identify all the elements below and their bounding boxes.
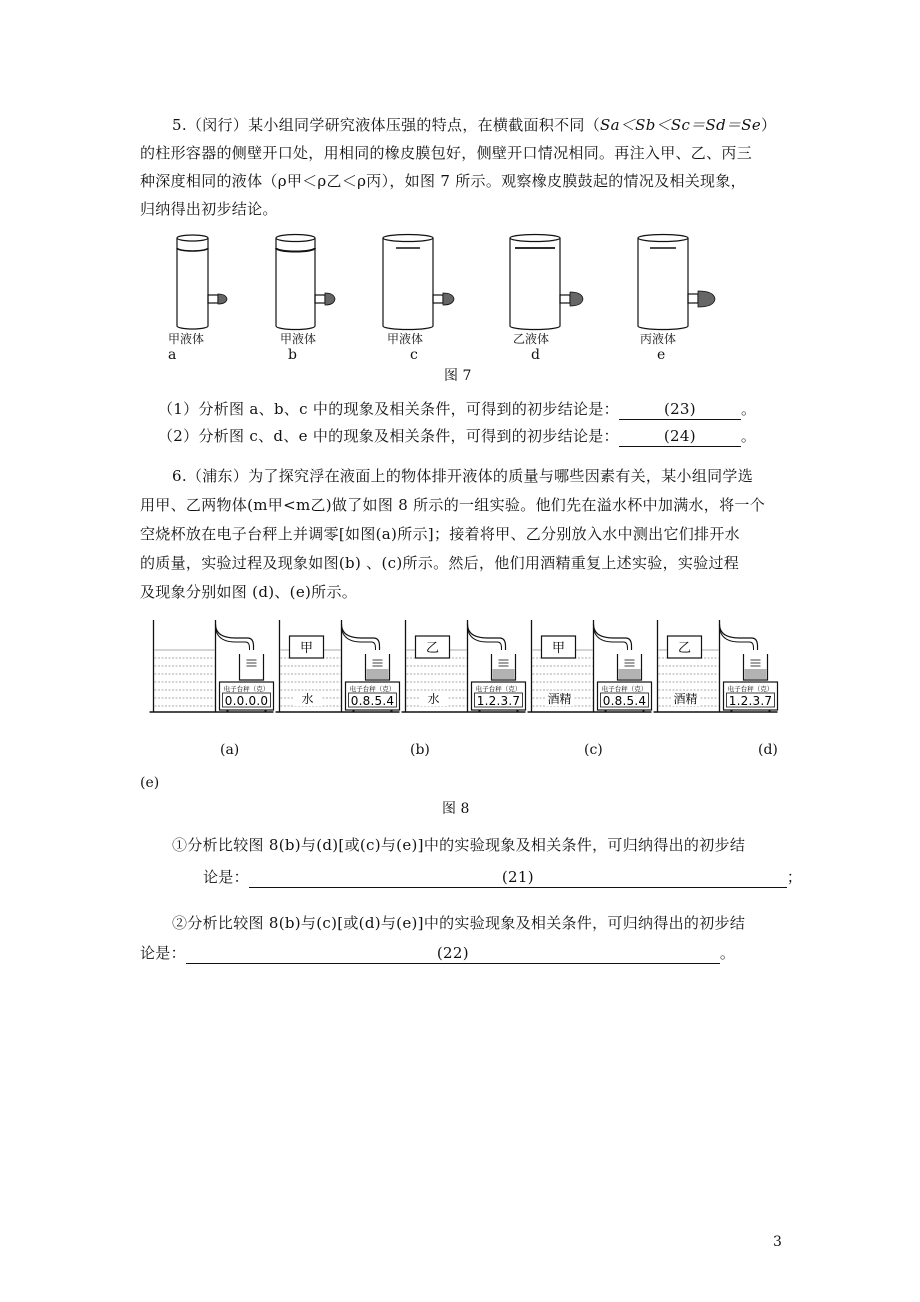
fig7-label-b: 甲液体 [280, 332, 317, 346]
spout-inner [594, 628, 628, 650]
q5-sub-1-text: （1）分析图 a、b、c 中的现象及相关条件，可得到的初步结论是： [158, 400, 619, 418]
q5-text-a: 某小组同学研究液体压强的特点，在横截面积不同（ [248, 116, 601, 134]
q5-line-3a: 种深度相同的液体（ [140, 172, 278, 190]
scale-label: 电子台秤（克） [601, 685, 648, 693]
q6-sub-2-end: 。 [719, 944, 736, 962]
q5-text-a-end: ） [761, 116, 777, 134]
spout-inner [216, 628, 250, 650]
object-label: 乙 [425, 641, 440, 656]
q5-sub-1-end: 。 [740, 400, 757, 418]
q6-sub-1-line-1: ①分析比较图 8(b)与(d)[或(c)与(e)]中的实验现象及相关条件，可归纳得出的初步结 [172, 836, 746, 854]
scale-reading: 0.8.5.4 [350, 694, 395, 708]
fig7-label-e: 丙液体 [640, 332, 677, 346]
liquid-label: 酒精 [673, 692, 698, 706]
spout-inner [468, 628, 502, 650]
page-number: 3 [773, 1234, 782, 1250]
liquid-label: 水 [301, 692, 314, 706]
q5-sub-2-end: 。 [740, 427, 757, 445]
q6-sub-1-prefix: 论是： [203, 868, 249, 886]
q5-number: 5. [172, 116, 187, 134]
q5-sub-2-text: （2）分析图 c、d、e 中的现象及相关条件，可得到的初步结论是： [158, 427, 619, 445]
object-label: 甲 [299, 641, 314, 656]
spout [594, 624, 632, 650]
beaker [240, 654, 264, 680]
liquid-label: 水 [427, 692, 440, 706]
scale-label: 电子台秤（克） [223, 685, 270, 693]
object-label: 乙 [677, 641, 692, 656]
object-label: 甲 [551, 641, 566, 656]
q5-area-relation: Sa＜Sb＜Sc＝Sd＝Se [600, 116, 762, 134]
q6-sub-2-prefix: 论是： [140, 944, 186, 962]
q6-line-1-text: 为了探究浮在液面上的物体排开液体的质量与哪些因素有关，某小组同学选 [248, 467, 754, 485]
figure-8 [148, 614, 784, 718]
fig8-panel-4 [654, 620, 778, 712]
q6-line-1 [172, 463, 753, 490]
q5-line-2: 的柱形容器的侧壁开口处，用相同的橡皮膜包好，侧壁开口情况相同。再注入甲、乙、丙三 [140, 144, 753, 162]
fig8-letter-a: (a) [220, 742, 240, 758]
answer-blank-23[interactable]: (23) [619, 399, 741, 420]
container-c [383, 235, 454, 330]
fig7-label-a: 甲液体 [168, 332, 205, 346]
fig7-letter-e: e [657, 347, 666, 363]
container-e [638, 235, 715, 330]
fig8-letter-d: (d) [758, 742, 778, 758]
q5-source: （闵行） [186, 116, 249, 134]
figure-7 [160, 228, 740, 378]
fig8-panel-3 [528, 620, 652, 712]
fig8-letter-c: (c) [584, 742, 603, 758]
answer-blank-24[interactable]: (24) [619, 426, 741, 447]
fig8-panel-1 [276, 620, 400, 712]
q6-sub-2-line-1: ②分析比较图 8(b)与(c)[或(d)与(e)]中的实验现象及相关条件，可归纳得出的初步结 [172, 914, 746, 932]
q6-number: 6. [172, 467, 187, 485]
fig7-letter-b: b [288, 347, 297, 363]
q5-line-3 [140, 168, 746, 195]
q6-line-4: 的质量，实验过程及现象如图(b) 、(c)所示。然后，他们用酒精重复上述实验，实验过程 [140, 554, 740, 572]
scale-label: 电子台秤（克） [727, 685, 774, 693]
scale-label: 电子台秤（克） [349, 685, 396, 693]
fig7-letter-a: a [168, 347, 177, 363]
q6-sub-1-line-2 [203, 864, 802, 891]
q5-line-3b: ），如图 7 所示。观察橡皮膜鼓起的情况及相关现象， [381, 172, 746, 190]
fig8-caption: 图 8 [442, 801, 470, 817]
q6-sub-1-end: ； [786, 868, 803, 886]
liquid-label: 酒精 [547, 692, 572, 706]
fig8-panel-0 [150, 620, 274, 712]
spout-inner [720, 628, 754, 650]
q6-sub-2-line-2 [140, 940, 735, 967]
q5-sub-1 [158, 396, 756, 423]
fig7-label-d: 乙液体 [513, 332, 550, 346]
spout [342, 624, 380, 650]
scale-reading: 0.0.0.0 [224, 694, 269, 708]
container-a [177, 235, 227, 329]
fig8-letter-b: (b) [410, 742, 430, 758]
fig8-panel-2 [402, 620, 526, 712]
fig7-letter-d: d [531, 347, 540, 363]
fig7-caption: 图 7 [444, 368, 472, 384]
fig7-letter-c: c [410, 347, 418, 363]
q5-line-4: 归纳得出初步结论。 [140, 200, 278, 218]
scale-reading: 0.8.5.4 [602, 694, 647, 708]
fig7-label-c: 甲液体 [387, 332, 424, 346]
answer-blank-21[interactable]: (21) [249, 867, 787, 888]
q6-line-3: 空烧杯放在电子台秤上并调零[如图(a)所示]；接着将甲、乙分别放入水中测出它们排开水 [140, 525, 740, 543]
q5-density-relation: ρ甲＜ρ乙＜ρ丙 [277, 172, 382, 190]
spout [720, 624, 758, 650]
scale-reading: 1.2.3.7 [728, 694, 773, 708]
q6-source: （浦东） [186, 467, 249, 485]
scale-label: 电子台秤（克） [475, 685, 522, 693]
spout-inner [342, 628, 376, 650]
container-d [510, 235, 583, 330]
spout [216, 624, 254, 650]
answer-blank-22[interactable]: (22) [186, 943, 720, 964]
scale-reading: 1.2.3.7 [476, 694, 521, 708]
container-b [276, 235, 335, 330]
spout [468, 624, 506, 650]
q6-line-2: 用甲、乙两物体(m甲<m乙)做了如图 8 所示的一组实验。他们先在溢水杯中加满水，将一个 [140, 496, 766, 514]
q5-sub-2 [158, 423, 756, 450]
q6-line-5: 及现象分别如图 (d)、(e)所示。 [140, 583, 358, 601]
q5-line-1 [172, 112, 776, 139]
fig8-letter-e: (e) [140, 775, 160, 791]
